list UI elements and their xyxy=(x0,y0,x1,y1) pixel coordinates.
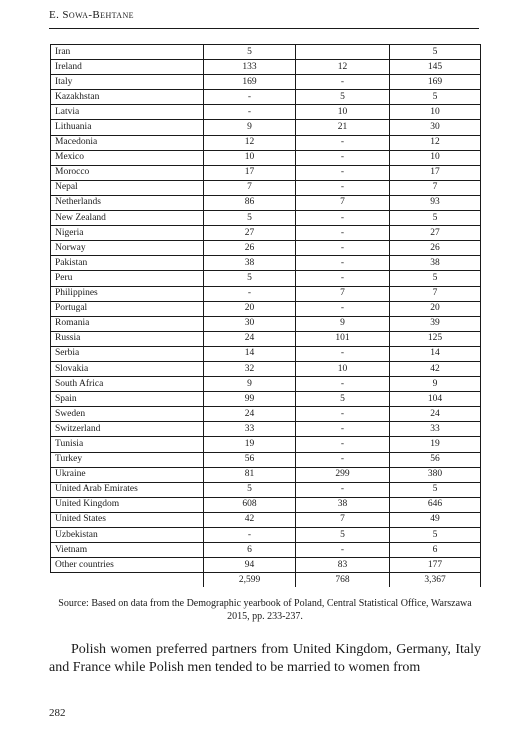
country-cell: United Arab Emirates xyxy=(51,482,204,497)
country-cell: Ukraine xyxy=(51,467,204,482)
country-cell: Serbia xyxy=(51,346,204,361)
table-row xyxy=(51,512,481,527)
value-cell: 26 xyxy=(390,241,481,256)
value-cell: 7 xyxy=(296,512,390,527)
value-cell: 49 xyxy=(390,512,481,527)
value-cell: 7 xyxy=(390,180,481,195)
value-cell: 93 xyxy=(390,195,481,210)
table-row xyxy=(51,422,481,437)
table-row xyxy=(51,528,481,543)
value-cell: 27 xyxy=(390,226,481,241)
country-cell: Switzerland xyxy=(51,422,204,437)
value-cell: 86 xyxy=(204,195,296,210)
country-cell: United Kingdom xyxy=(51,497,204,512)
value-cell: 5 xyxy=(204,45,296,60)
value-cell: - xyxy=(296,150,390,165)
value-cell: - xyxy=(296,211,390,226)
table-row xyxy=(51,392,481,407)
value-cell: - xyxy=(296,135,390,150)
value-cell: 5 xyxy=(296,90,390,105)
country-cell: Vietnam xyxy=(51,543,204,558)
table-row xyxy=(51,256,481,271)
value-cell: 5 xyxy=(390,90,481,105)
value-cell: 56 xyxy=(204,452,296,467)
value-cell: 10 xyxy=(296,361,390,376)
value-cell: 20 xyxy=(204,301,296,316)
country-cell: Norway xyxy=(51,241,204,256)
value-cell: - xyxy=(296,407,390,422)
table-row xyxy=(51,452,481,467)
country-cell: Nepal xyxy=(51,180,204,195)
value-cell: - xyxy=(296,226,390,241)
value-cell: 169 xyxy=(204,75,296,90)
value-cell: 14 xyxy=(390,346,481,361)
country-cell: Iran xyxy=(51,45,204,60)
running-header: E. Sowa-Behtane xyxy=(49,9,134,21)
value-cell: 9 xyxy=(296,316,390,331)
value-cell: 133 xyxy=(204,60,296,75)
value-cell: 33 xyxy=(390,422,481,437)
value-cell: 20 xyxy=(390,301,481,316)
value-cell: 5 xyxy=(390,45,481,60)
value-cell: 5 xyxy=(204,482,296,497)
value-cell: 145 xyxy=(390,60,481,75)
value-cell: 19 xyxy=(204,437,296,452)
country-cell: United States xyxy=(51,512,204,527)
value-cell: 39 xyxy=(390,316,481,331)
value-cell: - xyxy=(296,377,390,392)
country-cell: Russia xyxy=(51,331,204,346)
country-cell: Nigeria xyxy=(51,226,204,241)
value-cell: 24 xyxy=(204,331,296,346)
value-cell: 10 xyxy=(296,105,390,120)
value-cell: 12 xyxy=(204,135,296,150)
table-row xyxy=(51,482,481,497)
value-cell: 608 xyxy=(204,497,296,512)
country-cell: South Africa xyxy=(51,377,204,392)
value-cell: 9 xyxy=(204,120,296,135)
header-rule xyxy=(49,28,479,29)
value-cell: 17 xyxy=(390,165,481,180)
body-paragraph xyxy=(49,641,481,676)
value-cell: - xyxy=(296,165,390,180)
value-cell: - xyxy=(296,482,390,497)
table-row xyxy=(51,558,481,573)
country-cell: Kazakhstan xyxy=(51,90,204,105)
table-row xyxy=(51,211,481,226)
value-cell: 5 xyxy=(204,271,296,286)
value-cell: 24 xyxy=(390,407,481,422)
table-row xyxy=(51,301,481,316)
source-note: Source: Based on data from the Demographic yearbook of Poland, Central Statistical Office, Warszawa 2015, pp. 233-237. xyxy=(58,598,472,622)
value-cell: 7 xyxy=(296,286,390,301)
value-cell: 5 xyxy=(296,392,390,407)
country-cell: Netherlands xyxy=(51,195,204,210)
value-cell: 299 xyxy=(296,467,390,482)
total-value-cell: 3,367 xyxy=(390,573,481,588)
value-cell: 33 xyxy=(204,422,296,437)
value-cell: 27 xyxy=(204,226,296,241)
value-cell: 38 xyxy=(296,497,390,512)
value-cell: 5 xyxy=(390,211,481,226)
value-cell: - xyxy=(204,105,296,120)
table-row xyxy=(51,241,481,256)
value-cell: 5 xyxy=(204,211,296,226)
table-row xyxy=(51,316,481,331)
value-cell: 6 xyxy=(390,543,481,558)
value-cell: 24 xyxy=(204,407,296,422)
table-row xyxy=(51,105,481,120)
value-cell: 56 xyxy=(390,452,481,467)
country-cell: Mexico xyxy=(51,150,204,165)
value-cell: 5 xyxy=(390,271,481,286)
value-cell: - xyxy=(296,346,390,361)
value-cell: 125 xyxy=(390,331,481,346)
value-cell: 42 xyxy=(390,361,481,376)
value-cell: 10 xyxy=(390,105,481,120)
body-paragraph-text: Polish women preferred partners from United Kingdom, Germany, Italy and France while Polish men tended to be married to women from xyxy=(49,642,481,675)
country-cell: Portugal xyxy=(51,301,204,316)
table-row xyxy=(51,497,481,512)
value-cell: 38 xyxy=(390,256,481,271)
value-cell: 169 xyxy=(390,75,481,90)
value-cell: 38 xyxy=(204,256,296,271)
table-body xyxy=(51,45,481,588)
value-cell: - xyxy=(204,528,296,543)
value-cell: 380 xyxy=(390,467,481,482)
marriages-by-country-table xyxy=(50,44,481,587)
table-row xyxy=(51,180,481,195)
country-cell: Sweden xyxy=(51,407,204,422)
value-cell: 99 xyxy=(204,392,296,407)
value-cell: 101 xyxy=(296,331,390,346)
table-row xyxy=(51,543,481,558)
value-cell: 30 xyxy=(204,316,296,331)
value-cell: 32 xyxy=(204,361,296,376)
country-cell: Turkey xyxy=(51,452,204,467)
value-cell: 17 xyxy=(204,165,296,180)
country-cell: Macedonia xyxy=(51,135,204,150)
value-cell: 5 xyxy=(390,482,481,497)
country-cell: Romania xyxy=(51,316,204,331)
value-cell: - xyxy=(204,286,296,301)
totals-row xyxy=(51,573,481,588)
value-cell: - xyxy=(204,90,296,105)
table-row xyxy=(51,331,481,346)
total-value-cell: 2,599 xyxy=(204,573,296,588)
value-cell: 9 xyxy=(390,377,481,392)
value-cell: 7 xyxy=(390,286,481,301)
value-cell: - xyxy=(296,301,390,316)
table-row xyxy=(51,361,481,376)
table-row xyxy=(51,60,481,75)
value-cell: 5 xyxy=(390,528,481,543)
value-cell: - xyxy=(296,422,390,437)
table-row xyxy=(51,165,481,180)
value-cell: - xyxy=(296,543,390,558)
value-cell: 12 xyxy=(296,60,390,75)
table-row xyxy=(51,120,481,135)
value-cell: 94 xyxy=(204,558,296,573)
value-cell: 42 xyxy=(204,512,296,527)
value-cell: 6 xyxy=(204,543,296,558)
table-row xyxy=(51,75,481,90)
country-cell: Italy xyxy=(51,75,204,90)
value-cell: 12 xyxy=(390,135,481,150)
country-cell: Tunisia xyxy=(51,437,204,452)
value-cell: 9 xyxy=(204,377,296,392)
value-cell: 83 xyxy=(296,558,390,573)
value-cell: 7 xyxy=(204,180,296,195)
value-cell xyxy=(296,45,390,60)
value-cell: 5 xyxy=(296,528,390,543)
country-cell: Slovakia xyxy=(51,361,204,376)
country-cell: Pakistan xyxy=(51,256,204,271)
table-row xyxy=(51,437,481,452)
country-cell: Latvia xyxy=(51,105,204,120)
table-row xyxy=(51,135,481,150)
totals-label-cell xyxy=(51,573,204,588)
country-cell: Other countries xyxy=(51,558,204,573)
value-cell: 81 xyxy=(204,467,296,482)
value-cell: - xyxy=(296,452,390,467)
table-row xyxy=(51,45,481,60)
value-cell: 19 xyxy=(390,437,481,452)
value-cell: 10 xyxy=(390,150,481,165)
value-cell: 26 xyxy=(204,241,296,256)
table-row xyxy=(51,226,481,241)
table-row xyxy=(51,271,481,286)
value-cell: - xyxy=(296,437,390,452)
country-cell: Uzbekistan xyxy=(51,528,204,543)
country-cell: Philippines xyxy=(51,286,204,301)
country-cell: Lithuania xyxy=(51,120,204,135)
value-cell: 104 xyxy=(390,392,481,407)
value-cell: 21 xyxy=(296,120,390,135)
table-row xyxy=(51,467,481,482)
value-cell: 7 xyxy=(296,195,390,210)
country-cell: Ireland xyxy=(51,60,204,75)
table-row xyxy=(51,195,481,210)
country-cell: Morocco xyxy=(51,165,204,180)
country-cell: New Zealand xyxy=(51,211,204,226)
value-cell: - xyxy=(296,256,390,271)
table-row xyxy=(51,346,481,361)
table-row xyxy=(51,150,481,165)
country-cell: Spain xyxy=(51,392,204,407)
value-cell: - xyxy=(296,75,390,90)
page-number: 282 xyxy=(49,707,66,719)
value-cell: 14 xyxy=(204,346,296,361)
table-row xyxy=(51,407,481,422)
value-cell: 646 xyxy=(390,497,481,512)
value-cell: 10 xyxy=(204,150,296,165)
value-cell: - xyxy=(296,180,390,195)
table-row xyxy=(51,286,481,301)
value-cell: 177 xyxy=(390,558,481,573)
country-cell: Peru xyxy=(51,271,204,286)
value-cell: - xyxy=(296,241,390,256)
value-cell: 30 xyxy=(390,120,481,135)
table-row xyxy=(51,377,481,392)
table-row xyxy=(51,90,481,105)
value-cell: - xyxy=(296,271,390,286)
total-value-cell: 768 xyxy=(296,573,390,588)
